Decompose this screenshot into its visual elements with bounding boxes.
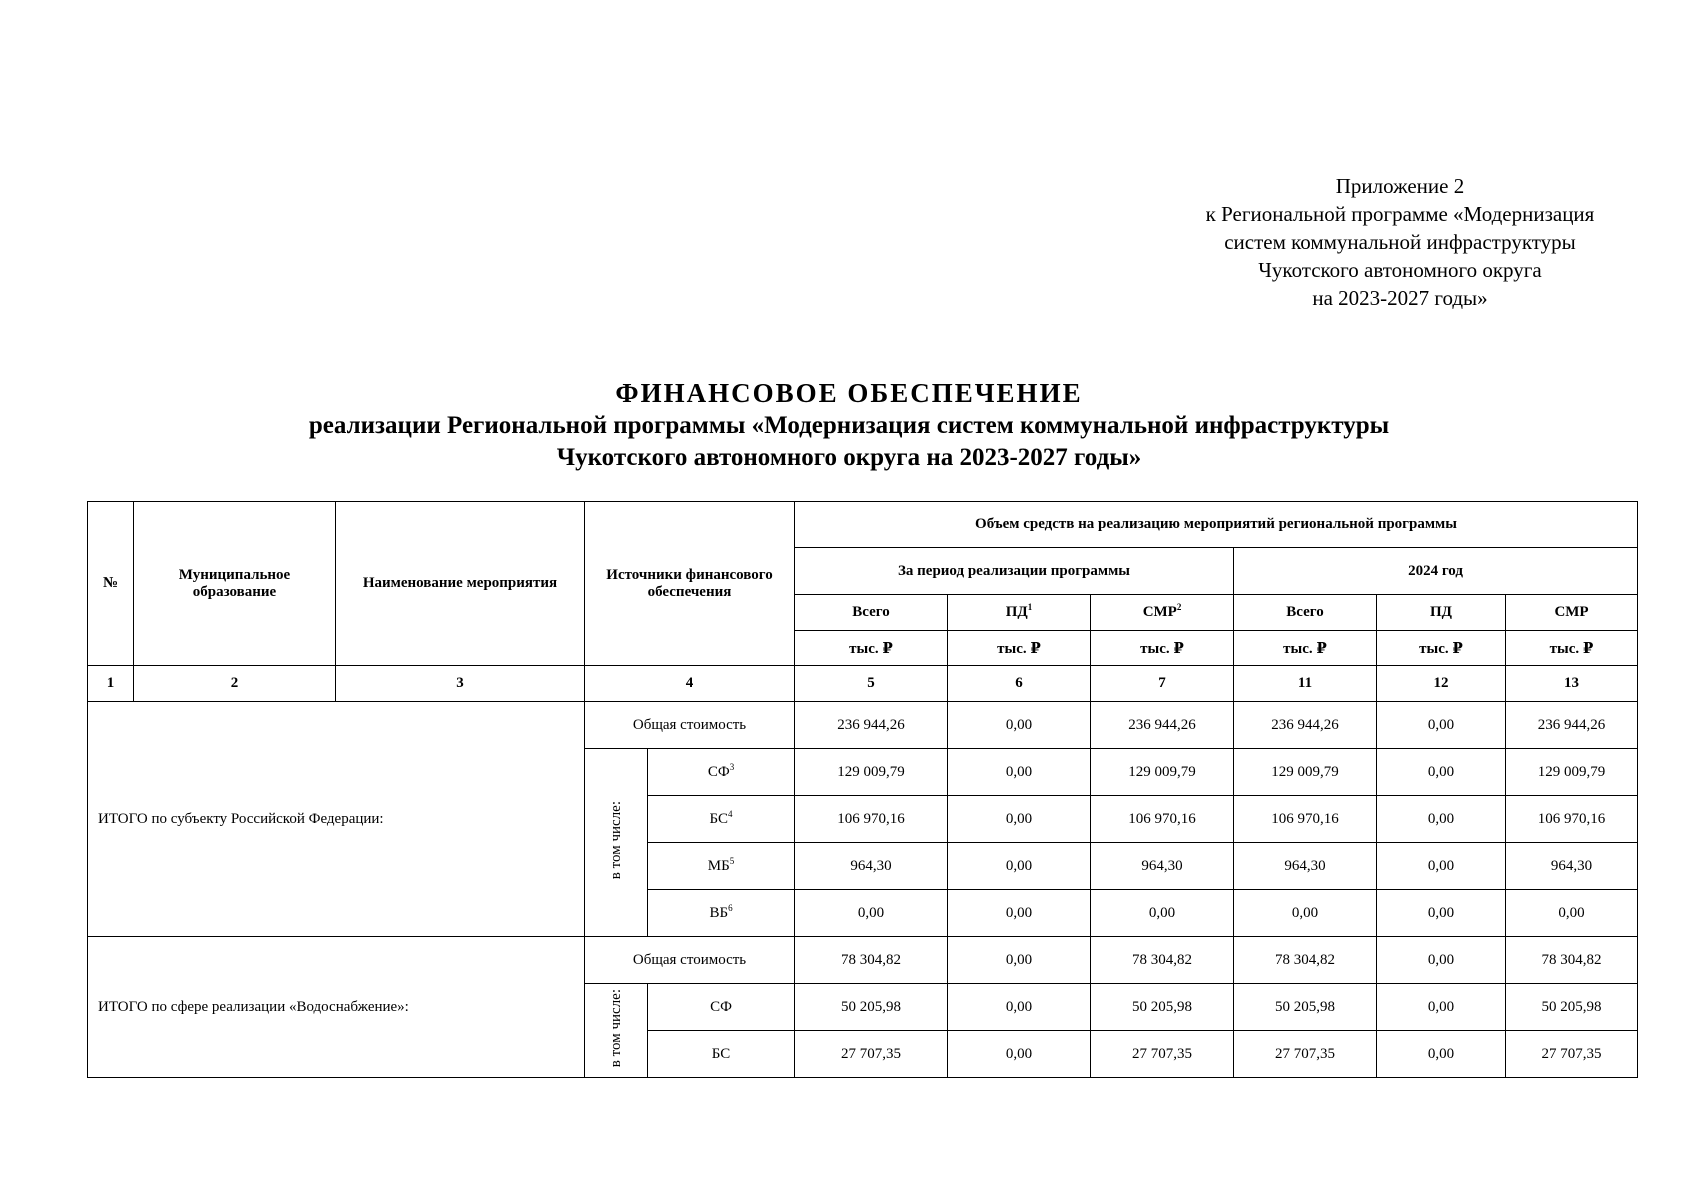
unit-label: тыс. ₽ <box>948 631 1091 666</box>
title-line-2: реализации Региональной программы «Модернизация систем коммунальной инфраструктуры <box>308 412 1390 439</box>
value-cell: 50 205,98 <box>1091 984 1234 1031</box>
value-cell: 964,30 <box>1234 843 1377 890</box>
value-cell: 78 304,82 <box>795 937 948 984</box>
document-title <box>0 376 1698 474</box>
value-cell: 0,00 <box>1091 890 1234 937</box>
header-smr: СМР$^2$ <box>1091 595 1234 631</box>
column-number: 11 <box>1234 666 1377 702</box>
table-row <box>88 702 1638 749</box>
value-cell: 964,30 <box>1506 843 1638 890</box>
value-cell: 0,00 <box>1377 890 1506 937</box>
financing-table <box>87 501 1638 1078</box>
annex-line: систем коммунальной инфраструктуры <box>1224 230 1576 254</box>
value-cell: 106 970,16 <box>1234 796 1377 843</box>
value-cell: 236 944,26 <box>1091 702 1234 749</box>
value-cell: 0,00 <box>1377 1031 1506 1078</box>
column-number: 2 <box>134 666 336 702</box>
value-cell: 27 707,35 <box>795 1031 948 1078</box>
value-cell: 0,00 <box>948 937 1091 984</box>
annex-line: на 2023-2027 годы» <box>1312 286 1488 310</box>
unit-label: тыс. ₽ <box>1091 631 1234 666</box>
annex-heading <box>1130 172 1670 312</box>
value-cell: 106 970,16 <box>1506 796 1638 843</box>
source-name: БС <box>648 1031 795 1078</box>
value-cell: 0,00 <box>1377 984 1506 1031</box>
unit-label: тыс. ₽ <box>1377 631 1506 666</box>
header-activity: Наименование мероприятия <box>336 502 585 666</box>
value-cell: 0,00 <box>1377 749 1506 796</box>
unit-label: тыс. ₽ <box>795 631 948 666</box>
column-number: 13 <box>1506 666 1638 702</box>
title-main: ФИНАНСОВОЕ ОБЕСПЕЧЕНИЕ <box>615 378 1083 408</box>
value-cell: 0,00 <box>948 1031 1091 1078</box>
value-cell: 0,00 <box>948 702 1091 749</box>
section-label: ИТОГО по сфере реализации «Водоснабжение»: <box>88 937 585 1078</box>
header-total: Всего <box>795 595 948 631</box>
value-cell: 0,00 <box>1377 843 1506 890</box>
value-cell: 0,00 <box>948 890 1091 937</box>
unit-label: тыс. ₽ <box>1234 631 1377 666</box>
unit-label: тыс. ₽ <box>1506 631 1638 666</box>
value-cell: 0,00 <box>1377 796 1506 843</box>
total-cost-label: Общая стоимость <box>585 937 795 984</box>
value-cell: 0,00 <box>1377 702 1506 749</box>
source-name: $ВБ^6$ <box>648 890 795 937</box>
value-cell: 129 009,79 <box>1234 749 1377 796</box>
header-municipality: Муниципальное образование <box>134 502 336 666</box>
value-cell: 964,30 <box>795 843 948 890</box>
value-cell: 0,00 <box>1234 890 1377 937</box>
annex-line: Приложение 2 <box>1335 174 1465 198</box>
value-cell: 0,00 <box>1506 890 1638 937</box>
annex-line: Чукотского автономного округа <box>1258 258 1542 282</box>
value-cell: 27 707,35 <box>1234 1031 1377 1078</box>
column-number: 5 <box>795 666 948 702</box>
value-cell: 50 205,98 <box>795 984 948 1031</box>
value-cell: 50 205,98 <box>1506 984 1638 1031</box>
value-cell: 106 970,16 <box>795 796 948 843</box>
header-year: 2024 год <box>1234 548 1638 595</box>
header-period: За период реализации программы <box>795 548 1234 595</box>
column-number: 4 <box>585 666 795 702</box>
value-cell: 964,30 <box>1091 843 1234 890</box>
value-cell: 78 304,82 <box>1234 937 1377 984</box>
including-label <box>585 749 648 937</box>
value-cell: 236 944,26 <box>1234 702 1377 749</box>
header-sources: Источники финансового обеспечения <box>585 502 795 666</box>
value-cell: 106 970,16 <box>1091 796 1234 843</box>
header-volume: Объем средств на реализацию мероприятий региональной программы <box>795 502 1638 548</box>
column-number: 3 <box>336 666 585 702</box>
column-number: 12 <box>1377 666 1506 702</box>
header-num: № <box>88 502 134 666</box>
value-cell: 78 304,82 <box>1091 937 1234 984</box>
source-name: СФ <box>648 984 795 1031</box>
value-cell: 0,00 <box>948 796 1091 843</box>
column-numbers-row <box>88 666 1638 702</box>
value-cell: 50 205,98 <box>1234 984 1377 1031</box>
source-name: $МБ^5$ <box>648 843 795 890</box>
source-name: $БС^4$ <box>648 796 795 843</box>
value-cell: 27 707,35 <box>1506 1031 1638 1078</box>
value-cell: 0,00 <box>948 749 1091 796</box>
annex-line: к Региональной программе «Модернизация <box>1205 202 1595 226</box>
including-text: в том числе: <box>607 800 624 880</box>
value-cell: 236 944,26 <box>1506 702 1638 749</box>
table-row <box>88 937 1638 984</box>
value-cell: 129 009,79 <box>1506 749 1638 796</box>
value-cell: 0,00 <box>795 890 948 937</box>
value-cell: 0,00 <box>1377 937 1506 984</box>
value-cell: 0,00 <box>948 984 1091 1031</box>
value-cell: 0,00 <box>948 843 1091 890</box>
header-total-2024: Всего <box>1234 595 1377 631</box>
title-line-3: Чукотского автономного округа на 2023-2027 годы» <box>556 444 1142 471</box>
value-cell: 236 944,26 <box>795 702 948 749</box>
total-cost-label: Общая стоимость <box>585 702 795 749</box>
value-cell: 78 304,82 <box>1506 937 1638 984</box>
including-label <box>585 984 648 1078</box>
value-cell: 27 707,35 <box>1091 1031 1234 1078</box>
value-cell: 129 009,79 <box>1091 749 1234 796</box>
value-cell: 129 009,79 <box>795 749 948 796</box>
column-number: 7 <box>1091 666 1234 702</box>
table-body <box>88 702 1638 1078</box>
section-label: ИТОГО по субъекту Российской Федерации: <box>88 702 585 937</box>
header-smr-2024: СМР <box>1506 595 1638 631</box>
header-pd-2024: ПД <box>1377 595 1506 631</box>
column-number: 1 <box>88 666 134 702</box>
including-text: в том числе: <box>607 988 624 1068</box>
source-name: $СФ^3$ <box>648 749 795 796</box>
column-number: 6 <box>948 666 1091 702</box>
header-pd: $ПД^1$ <box>948 595 1091 631</box>
